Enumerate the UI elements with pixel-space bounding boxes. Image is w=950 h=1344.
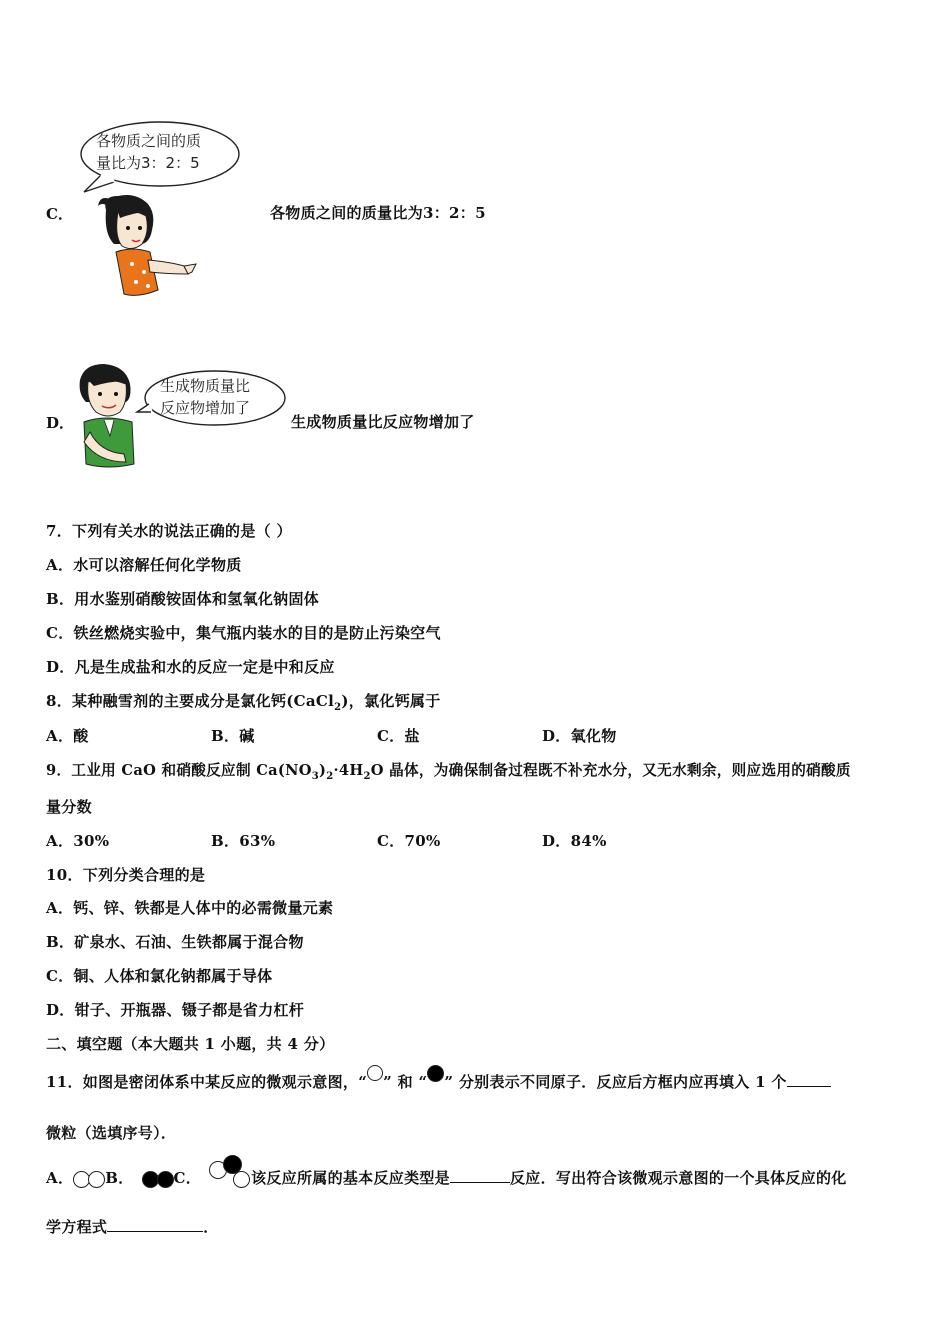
q10-option-b: B．矿泉水、石油、生铁都属于混合物 — [46, 933, 304, 951]
q7-stem: 7．下列有关水的说法正确的是（ ） — [46, 522, 292, 540]
q7-option-a: A．水可以溶解任何化学物质 — [46, 556, 242, 574]
q8-option-a: A．酸 — [46, 727, 89, 745]
answer-blank-3[interactable] — [107, 1217, 203, 1232]
q11-line2: 微粒（选填序号）． — [46, 1124, 177, 1142]
q8-stem: 8．某种融雪剂的主要成分是氯化钙(CaCl$_2$)，氯化钙属于 — [46, 692, 441, 713]
q11-line4: 学方程式 ． — [46, 1218, 219, 1236]
q8-option-d: D．氧化物 — [542, 727, 617, 745]
bubble-c-line1: 各物质之间的质 — [96, 132, 202, 150]
q8-option-b: B．碱 — [211, 727, 255, 745]
answer-blank-2[interactable] — [450, 1168, 510, 1183]
q11-line3: A． B． C． 该反应所属的基本反应类型是 反应．写出符合该微观示意图的一个具体反应的化 — [46, 1167, 847, 1191]
q7-option-b: B．用水鉴别硝酸铵固体和氢氧化钠固体 — [46, 590, 320, 608]
white-atom-icon — [367, 1065, 383, 1081]
option-a-white-atom-icon — [88, 1171, 105, 1188]
q9-stem-line2: 量分数 — [46, 798, 92, 816]
q10-stem: 10．下列分类合理的是 — [46, 866, 206, 884]
q9-option-d: D．84% — [542, 832, 607, 850]
q6-option-c-label: C． — [46, 205, 73, 223]
girl-cartoon-icon — [92, 190, 202, 302]
bubble-d-line1: 生成物质量比 — [160, 377, 251, 395]
q11-stem: 11．如图是密闭体系中某反应的微观示意图，“ ” 和 “ ” 分别表示不同原子．反应后方框内应再填入 1 个 — [46, 1071, 831, 1092]
q10-option-a: A．钙、锌、铁都是人体中的必需微量元素 — [46, 899, 334, 917]
q6-option-c-text: 各物质之间的质量比为3：2：5 — [270, 204, 486, 222]
q9-stem: 9．工业用 CaO 和硝酸反应制 $Ca(NO_3)_2\cdot 4H_2O$ 晶体，为确保制备过程既不补充水分，又无水剩余，则应选用的硝酸质 — [46, 762, 851, 782]
answer-blank-1[interactable] — [787, 1072, 831, 1087]
option-c-molecule — [201, 1167, 251, 1191]
q9-option-b: B．63% — [211, 832, 276, 850]
section-heading: 二、填空题（本大题共 1 小题，共 4 分） — [46, 1035, 335, 1053]
q7-option-d: D．凡是生成盐和水的反应一定是中和反应 — [46, 658, 335, 676]
q10-option-d: D．钳子、开瓶器、镊子都是省力杠杆 — [46, 1001, 305, 1019]
q6-option-d-text: 生成物质量比反应物增加了 — [291, 413, 475, 431]
q6-option-d-label: D． — [46, 414, 75, 432]
q8-option-c: C．盐 — [377, 727, 420, 745]
q7-option-c: C．铁丝燃烧实验中，集气瓶内装水的目的是防止污染空气 — [46, 624, 441, 642]
option-b-black-atom-icon — [142, 1171, 159, 1188]
option-c-white-atom-icon — [233, 1171, 250, 1188]
black-atom-icon — [427, 1065, 444, 1082]
bubble-c-line2: 量比为3：2：5 — [96, 154, 200, 172]
girl-illustration — [92, 190, 202, 302]
q9-option-c: C．70% — [377, 832, 441, 850]
option-b-black-atom-icon — [157, 1171, 174, 1188]
q9-option-a: A．30% — [46, 832, 110, 850]
bubble-d-line2: 反应物增加了 — [160, 399, 251, 417]
q10-option-c: C．铜、人体和氯化钠都属于导体 — [46, 967, 273, 985]
